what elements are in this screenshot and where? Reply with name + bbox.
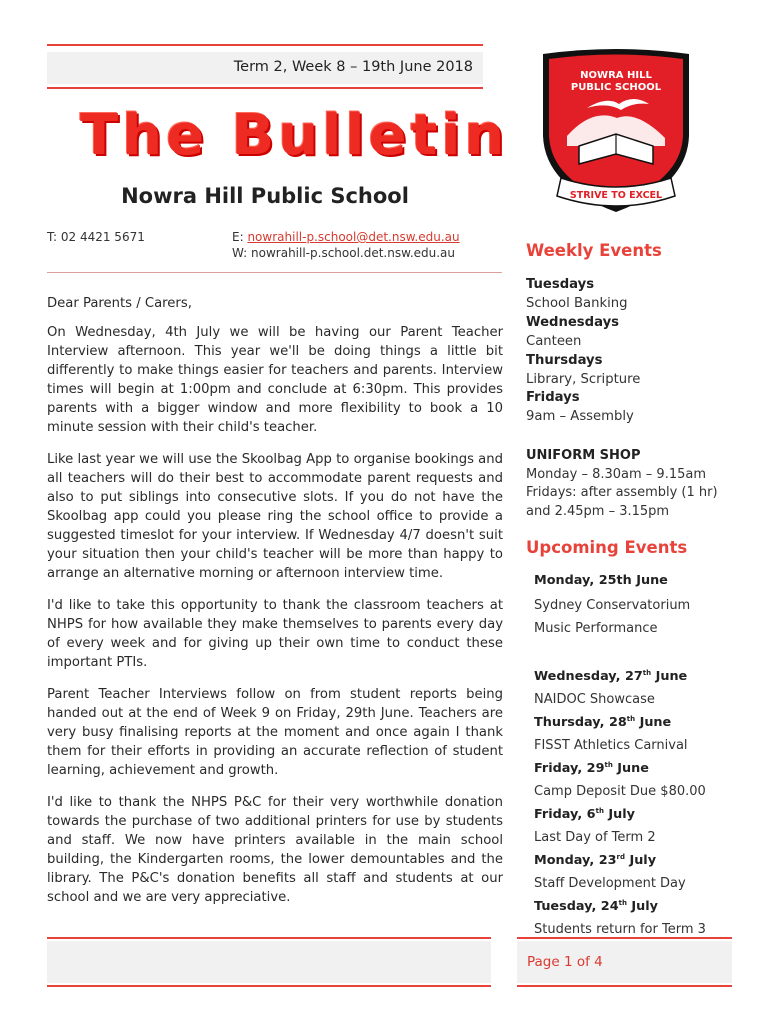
crest-motto: STRIVE TO EXCEL	[569, 190, 663, 201]
weekly-activity: 9am – Assembly	[526, 409, 634, 425]
weekly-day: Tuesdays	[526, 277, 595, 292]
event-date: Monday, 25th June	[534, 573, 668, 588]
email-line	[232, 230, 460, 244]
footer-left-panel	[47, 941, 491, 983]
footer-right-panel	[517, 941, 732, 983]
phone-number: T: 02 4421 5671	[47, 230, 145, 244]
email-link[interactable]: nowrahill-p.school@det.nsw.edu.au	[247, 230, 460, 244]
event-description: FISST Athletics Carnival	[534, 738, 688, 753]
school-crest-logo	[537, 46, 695, 216]
issue-date: Term 2, Week 8 – 19th June 2018	[233, 59, 473, 75]
weekly-events-heading: Weekly Events	[526, 241, 662, 260]
footer-left-bottom-rule	[47, 985, 491, 987]
event-description: NAIDOC Showcase	[534, 692, 655, 707]
crest-name-line1: NOWRA HILL	[580, 70, 652, 81]
uniform-shop-heading: UNIFORM SHOP	[526, 448, 641, 463]
header-top-rule	[47, 44, 483, 46]
event-date: Wednesday, 27th June	[534, 669, 688, 684]
uniform-shop-hours: Monday – 8.30am – 9.15am	[526, 466, 707, 482]
date-banner	[47, 52, 483, 84]
uniform-shop-hours: Fridays: after assembly (1 hr)	[526, 485, 718, 501]
event-date: Monday, 23rd July	[534, 853, 657, 868]
event-date: Friday, 29th June	[534, 761, 649, 776]
weekly-activity: School Banking	[526, 295, 628, 311]
footer-right-bottom-rule	[517, 985, 732, 987]
letter-paragraph: I'd like to take this opportunity to thank the classroom teachers at NHPS for how available they make themselves to parents every day of every week and for giving up their own time to conduct these important PTIs.	[47, 598, 503, 670]
event-item	[534, 848, 734, 894]
upcoming-events-heading: Upcoming Events	[526, 538, 688, 557]
uniform-shop-hours: and 2.45pm – 3.15pm	[526, 503, 670, 519]
email-label: E:	[232, 230, 248, 244]
event-item	[534, 802, 734, 848]
event-description: Music Performance	[534, 621, 658, 636]
event-item	[534, 710, 734, 756]
weekly-activity: Library, Scripture	[526, 371, 641, 387]
event-date: Tuesday, 24th July	[534, 899, 659, 914]
school-name: Nowra Hill Public School	[121, 184, 409, 208]
letter-paragraph: I'd like to thank the NHPS P&C for their very worthwhile donation towards the purchase of two additional printers for use by students and staff. We now have printers available in the main school building, the Kindergarten rooms, the lower demountables and the library. The P&C's donation benefits all staff and students at our school and we are very appreciative.	[47, 795, 503, 905]
event-description: Camp Deposit Due $80.00	[534, 784, 706, 799]
bulletin-title: The Bulletin	[80, 103, 509, 168]
header-separator	[47, 272, 502, 273]
event-date: Thursday, 28th June	[534, 715, 672, 730]
uniform-shop	[526, 447, 736, 521]
letter-paragraph: On Wednesday, 4th July we will be having our Parent Teacher Interview afternoon. This year we'll be doing things a little bit differently to make things easier for teachers and parents. Interview times will begin at 1:00pm and conclude at 6:30pm. This provides parents with a bigger window and more flexibility to book a 10 minute session with their child's teacher.	[47, 325, 503, 435]
upcoming-events-list	[534, 572, 734, 940]
event-description: Staff Development Day	[534, 876, 686, 891]
event-item	[534, 572, 734, 664]
page-number: Page 1 of 4	[527, 954, 603, 970]
event-description: Last Day of Term 2	[534, 830, 656, 845]
crest-name-line2: PUBLIC SCHOOL	[570, 82, 662, 93]
weekly-day: Wednesdays	[526, 314, 620, 330]
footer-left-top-rule	[47, 937, 491, 939]
event-item	[534, 664, 734, 710]
event-date: Friday, 6th July	[534, 807, 635, 822]
weekly-day: Thursdays	[526, 352, 603, 368]
event-item	[534, 756, 734, 802]
footer-right-top-rule	[517, 937, 732, 939]
event-description: Sydney Conservatorium	[534, 598, 691, 613]
header-bottom-rule	[47, 87, 483, 89]
weekly-day: Fridays	[526, 390, 580, 406]
event-description: Students return for Term 3	[534, 922, 706, 937]
salutation: Dear Parents / Carers,	[47, 296, 192, 311]
letter-paragraph: Like last year we will use the Skoolbag App to organise bookings and all teachers will do their best to accommodate parent requests and also to put siblings into consecutive slots. If you do not have the Skoolbag app could you please ring the school office to provide a suggested timeslot for your interview. If Wednesday 4/7 doesn't suit your situation then your child's teacher will be more than happy to arrange an alternative morning or afternoon interview time.	[47, 452, 503, 581]
weekly-events-list	[526, 276, 736, 427]
weekly-activity: Canteen	[526, 333, 582, 349]
event-item	[534, 894, 734, 940]
letter-paragraph: Parent Teacher Interviews follow on from student reports being handed out at the end of Week 9 on Friday, 29th June. Teachers are very busy finalising reports at the moment and once again I thank them for their efforts in providing an accurate reflection of student learning, achievement and growth.	[47, 687, 503, 778]
principal-letter	[47, 294, 503, 920]
website: W: nowrahill-p.school.det.nsw.edu.au	[232, 246, 456, 260]
